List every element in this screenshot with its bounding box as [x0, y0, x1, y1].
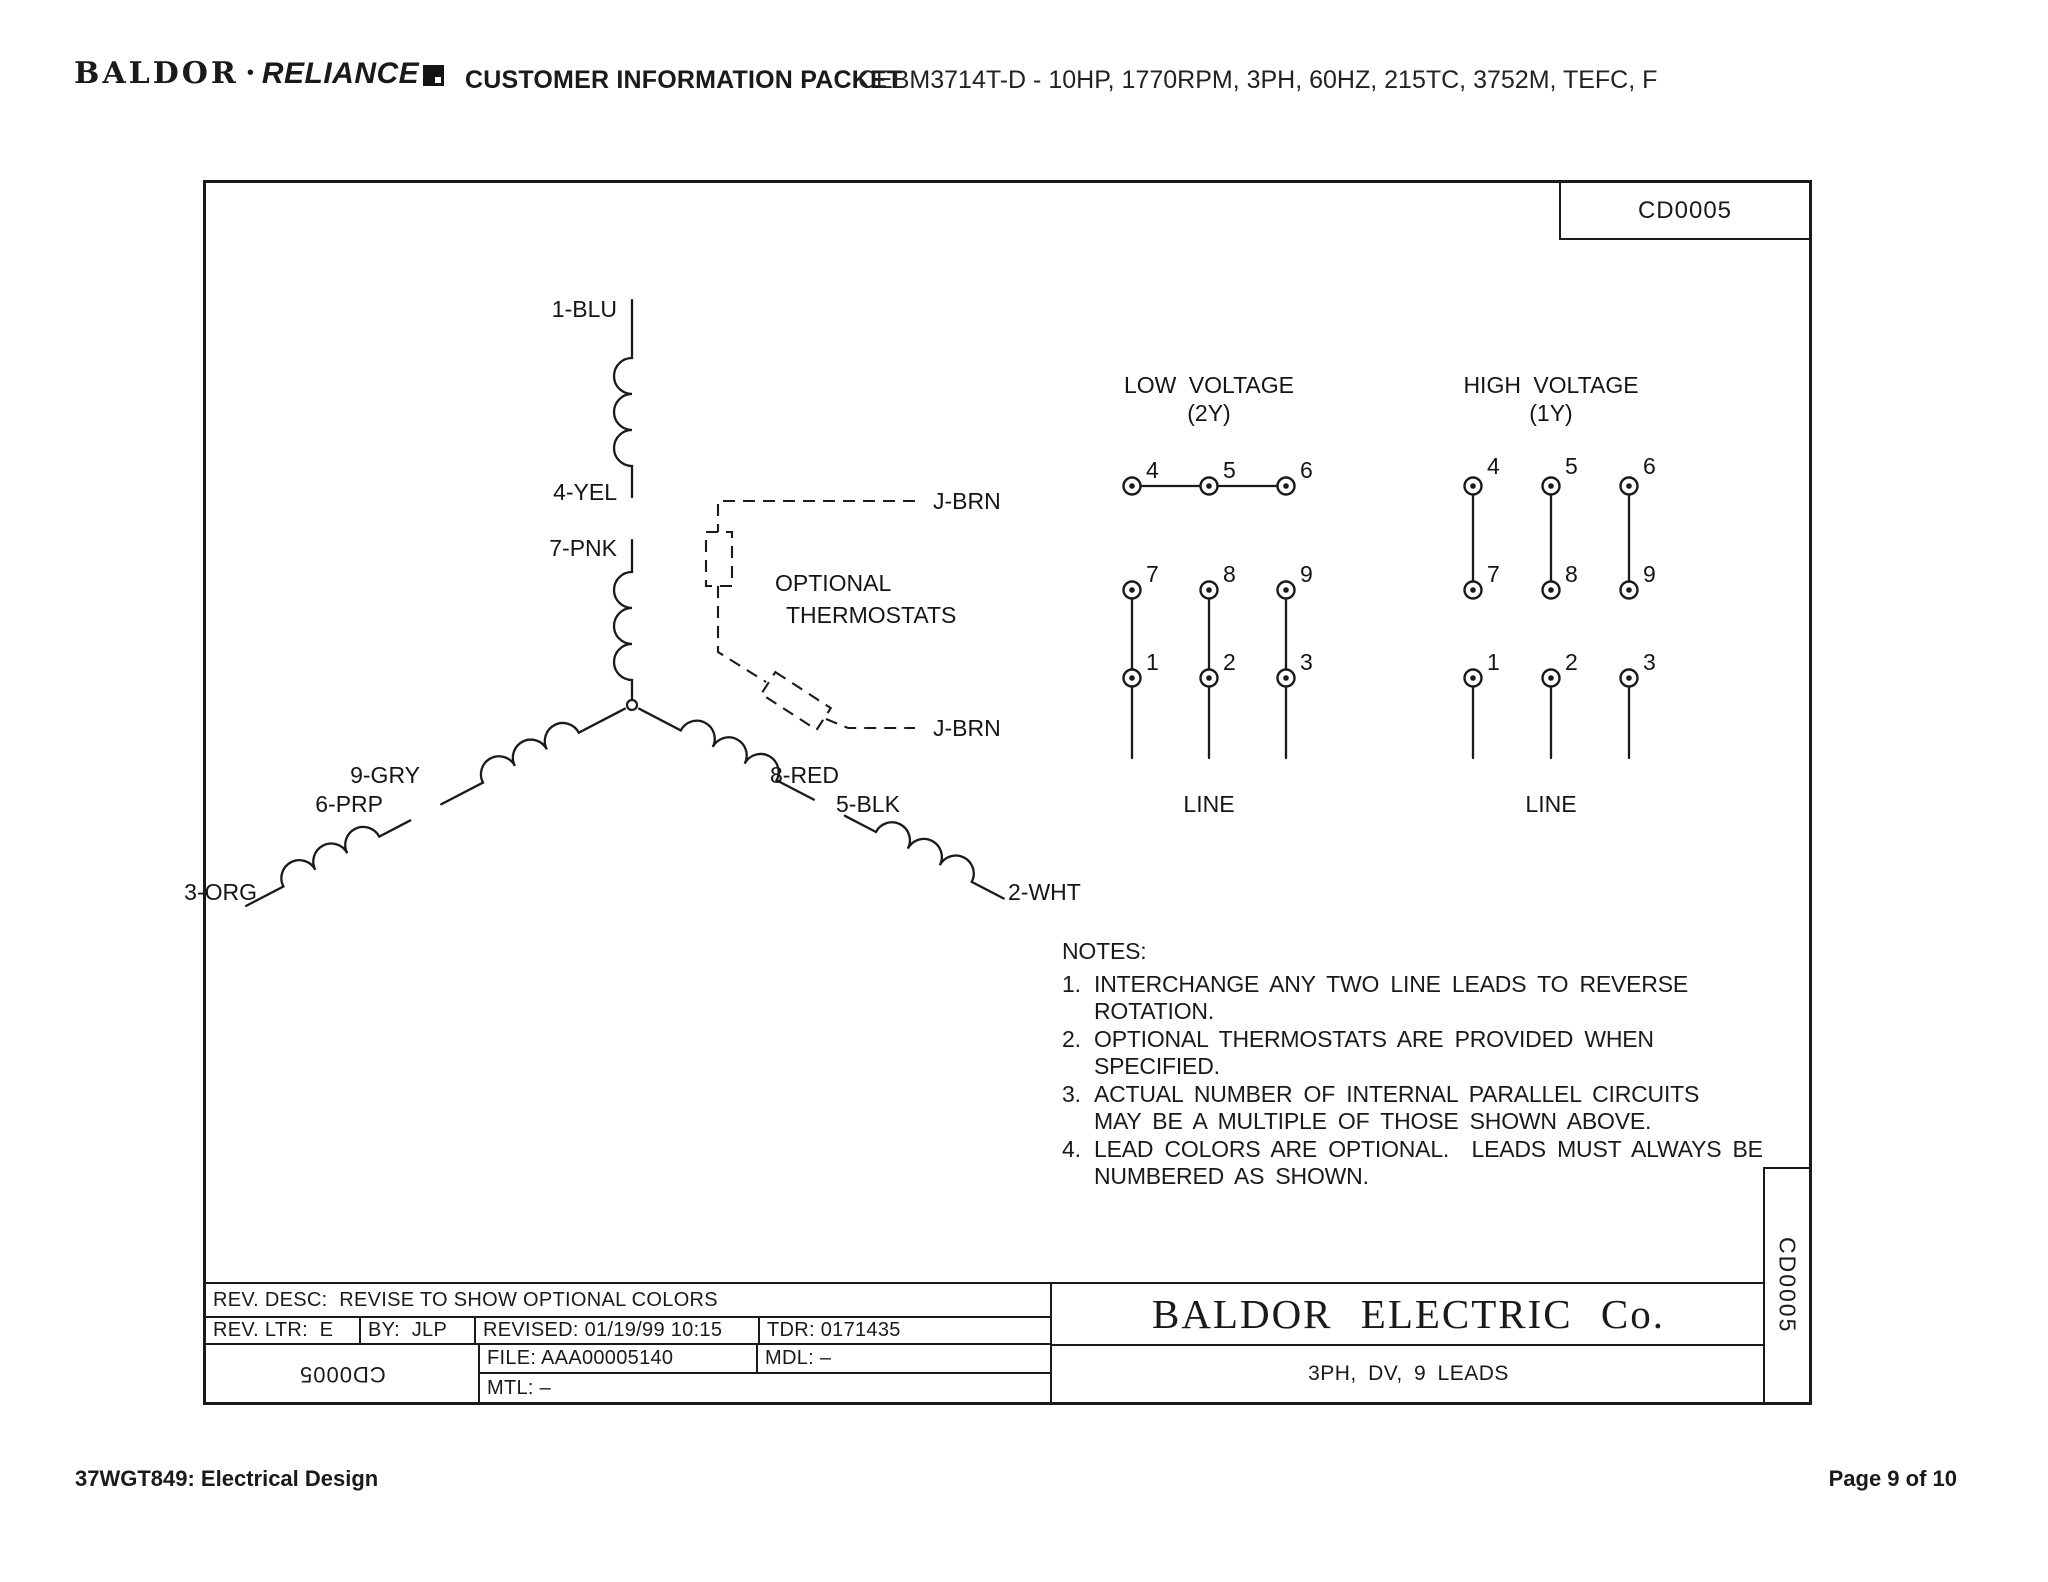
- lead-label-j-brn-bottom: J-BRN: [933, 715, 1001, 741]
- terminal-number: 5: [1565, 453, 1578, 479]
- note-item-2: 2. OPTIONAL THERMOSTATS ARE PROVIDED WHEN SPECIFIED.: [1062, 1025, 1654, 1079]
- notes-title: NOTES:: [1062, 938, 1147, 964]
- file-cell: FILE: AAA00005140: [480, 1345, 758, 1372]
- logo-baldor-text: BALDOR: [74, 56, 239, 91]
- terminal-number: 3: [1643, 649, 1656, 675]
- lead-label-3-org: 3-ORG: [184, 879, 257, 905]
- terminal-number: 7: [1146, 561, 1159, 587]
- terminal-number: 8: [1223, 561, 1236, 587]
- terminal-number: 2: [1565, 649, 1578, 675]
- lead-label-7-pnk: 7-PNK: [549, 535, 617, 561]
- footer-document-id: 37WGT849: Electrical Design: [75, 1466, 379, 1491]
- notes-block: [1062, 938, 1772, 1191]
- terminal-number: 3: [1300, 649, 1313, 675]
- drawing-number: CD0005: [1637, 196, 1733, 224]
- lead-label-1-blu: 1-BLU: [551, 296, 617, 322]
- low-voltage-title: LOW VOLTAGE: [1123, 372, 1295, 398]
- logo-dot-icon: •: [246, 62, 254, 84]
- lead-label-2-wht: 2-WHT: [1008, 879, 1081, 905]
- drawing-sheet-border: [203, 180, 1812, 1405]
- company-name: BALDOR ELECTRIC Co.: [1052, 1284, 1765, 1346]
- footer-page-number: Page 9 of 10: [1828, 1466, 1957, 1491]
- note-item-4: 4. LEAD COLORS ARE OPTIONAL. LEADS MUST ALWAYS BE NUMBERED AS SHOWN.: [1062, 1135, 1763, 1189]
- terminal-number: 4: [1146, 457, 1159, 483]
- lead-label-5-blk: 5-BLK: [836, 791, 900, 817]
- drawing-number-box: [1559, 183, 1809, 240]
- motor-spec-subtitle: CEBM3714T-D - 10HP, 1770RPM, 3PH, 60HZ, 215TC, 3752M, TEFC, F: [858, 66, 1658, 94]
- rev-desc-cell: REV. DESC: REVISE TO SHOW OPTIONAL COLORS: [206, 1284, 1050, 1318]
- flipped-drawing-number-cell: CD0005: [206, 1345, 480, 1402]
- logo-reliance-text: RELIANCE: [261, 56, 420, 90]
- high-voltage-subtitle: (1Y): [1529, 400, 1573, 426]
- packet-title: CUSTOMER INFORMATION PACKET: [465, 66, 903, 94]
- terminal-number: 2: [1223, 649, 1236, 675]
- terminal-number: 9: [1300, 561, 1313, 587]
- lead-label-9-gry: 9-GRY: [350, 762, 420, 788]
- terminal-number: 8: [1565, 561, 1578, 587]
- terminal-number: 4: [1487, 453, 1500, 479]
- note-item-3: 3. ACTUAL NUMBER OF INTERNAL PARALLEL CIRCUITS MAY BE A MULTIPLE OF THOSE SHOWN ABOVE.: [1062, 1080, 1700, 1134]
- tdr-cell: TDR: 0171435: [767, 1319, 901, 1341]
- thermostat-caption-line2: THERMOSTATS: [786, 602, 957, 628]
- lead-label-6-prp: 6-PRP: [315, 791, 383, 817]
- lead-label-j-brn-top: J-BRN: [933, 488, 1001, 514]
- terminal-number: 9: [1643, 561, 1656, 587]
- drawing-number-vertical: CD0005: [1774, 1237, 1801, 1334]
- title-block-company-section: [1050, 1284, 1765, 1402]
- mdl-cell: MDL: –: [765, 1347, 832, 1369]
- lead-label-4-yel: 4-YEL: [553, 479, 617, 505]
- note-item-1: 1. INTERCHANGE ANY TWO LINE LEADS TO REVERSE ROTATION.: [1062, 970, 1688, 1024]
- revised-cell: REVISED: 01/19/99 10:15: [476, 1318, 760, 1343]
- mtl-cell: MTL: –: [487, 1376, 552, 1399]
- high-voltage-title: HIGH VOLTAGE: [1463, 372, 1639, 398]
- terminal-number: 6: [1300, 457, 1313, 483]
- drawing-number-side-strip: [1763, 1167, 1809, 1402]
- low-voltage-line-label: LINE: [1183, 791, 1235, 817]
- terminal-number: 5: [1223, 457, 1236, 483]
- terminal-number: 7: [1487, 561, 1500, 587]
- drawing-description: 3PH, DV, 9 LEADS: [1308, 1362, 1509, 1385]
- terminal-number: 1: [1146, 649, 1159, 675]
- terminal-number: 1: [1487, 649, 1500, 675]
- low-voltage-subtitle: (2Y): [1187, 400, 1231, 426]
- lead-label-8-red: 8-RED: [770, 762, 840, 788]
- rev-ltr-cell: REV. LTR: E: [206, 1318, 361, 1343]
- high-voltage-line-label: LINE: [1525, 791, 1577, 817]
- thermostat-caption-line1: OPTIONAL: [775, 570, 892, 596]
- title-block-revision-section: [206, 1284, 1050, 1402]
- by-cell: BY: JLP: [361, 1318, 476, 1343]
- terminal-number: 6: [1643, 453, 1656, 479]
- title-block: [206, 1282, 1765, 1402]
